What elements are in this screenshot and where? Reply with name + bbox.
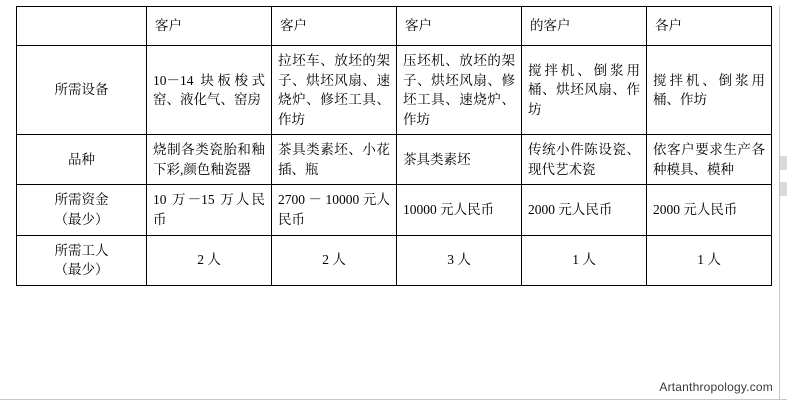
row-0-cell-5: 搅拌机、倒浆用桶、作坊 — [647, 46, 772, 135]
table-header-cell-1: 客户 — [147, 7, 272, 46]
table-row — [17, 185, 772, 235]
row-label-workers-line2: （最少） — [54, 262, 109, 278]
row-2-cell-4: 2000 元人民币 — [522, 185, 647, 235]
row-label-equipment: 所需设备 — [17, 46, 147, 135]
page-edge-marker — [780, 156, 787, 170]
table-header-row — [17, 7, 772, 46]
row-1-cell-4: 传统小件陈设瓷、现代艺术瓷 — [522, 135, 647, 185]
craft-requirements-table — [16, 6, 772, 286]
row-3-cell-3: 3 人 — [397, 235, 522, 285]
row-label-workers — [17, 235, 147, 285]
table-row — [17, 235, 772, 285]
row-label-capital-line2: （最少） — [54, 211, 109, 227]
page-right-edge — [779, 6, 787, 406]
row-1-cell-3: 茶具类素坯 — [397, 135, 522, 185]
row-3-cell-1: 2 人 — [147, 235, 272, 285]
row-1-cell-2: 茶具类素坯、小花插、瓶 — [272, 135, 397, 185]
table-header-cell-5: 各户 — [647, 7, 772, 46]
row-2-cell-5: 2000 元人民币 — [647, 185, 772, 235]
row-label-capital — [17, 185, 147, 235]
row-2-cell-2: 2700 － 10000 元人民币 — [272, 185, 397, 235]
page-bottom-edge — [0, 399, 787, 406]
row-1-cell-1: 烧制各类瓷胎和釉下彩,颜色釉瓷器 — [147, 135, 272, 185]
table-header-cell-4: 的客户 — [522, 7, 647, 46]
row-0-cell-4: 搅拌机、倒浆用桶、烘坯风扇、作坊 — [522, 46, 647, 135]
table-row — [17, 46, 772, 135]
row-0-cell-1: 10－14 块板梭式窑、液化气、窑房 — [147, 46, 272, 135]
site-watermark: Artanthropology.com — [659, 380, 773, 394]
row-label-workers-line1: 所需工人 — [54, 242, 109, 258]
row-label-capital-line1: 所需资金 — [54, 192, 109, 208]
row-3-cell-4: 1 人 — [522, 235, 647, 285]
table-header-cell-3: 客户 — [397, 7, 522, 46]
row-2-cell-1: 10 万－15 万人民币 — [147, 185, 272, 235]
row-3-cell-2: 2 人 — [272, 235, 397, 285]
row-1-cell-5: 依客户要求生产各种模具、模种 — [647, 135, 772, 185]
row-2-cell-3: 10000 元人民币 — [397, 185, 522, 235]
page-edge-marker — [780, 182, 787, 196]
row-3-cell-5: 1 人 — [647, 235, 772, 285]
document-page — [0, 6, 787, 406]
row-label-varieties: 品种 — [17, 135, 147, 185]
table-header-cell-2: 客户 — [272, 7, 397, 46]
table-row — [17, 135, 772, 185]
row-0-cell-2: 拉坯车、放坯的架子、烘坯风扇、速烧炉、修坯工具、作坊 — [272, 46, 397, 135]
row-0-cell-3: 压坯机、放坯的架子、烘坯风扇、修坯工具、速烧炉、作坊 — [397, 46, 522, 135]
table-header-cell-0 — [17, 7, 147, 46]
